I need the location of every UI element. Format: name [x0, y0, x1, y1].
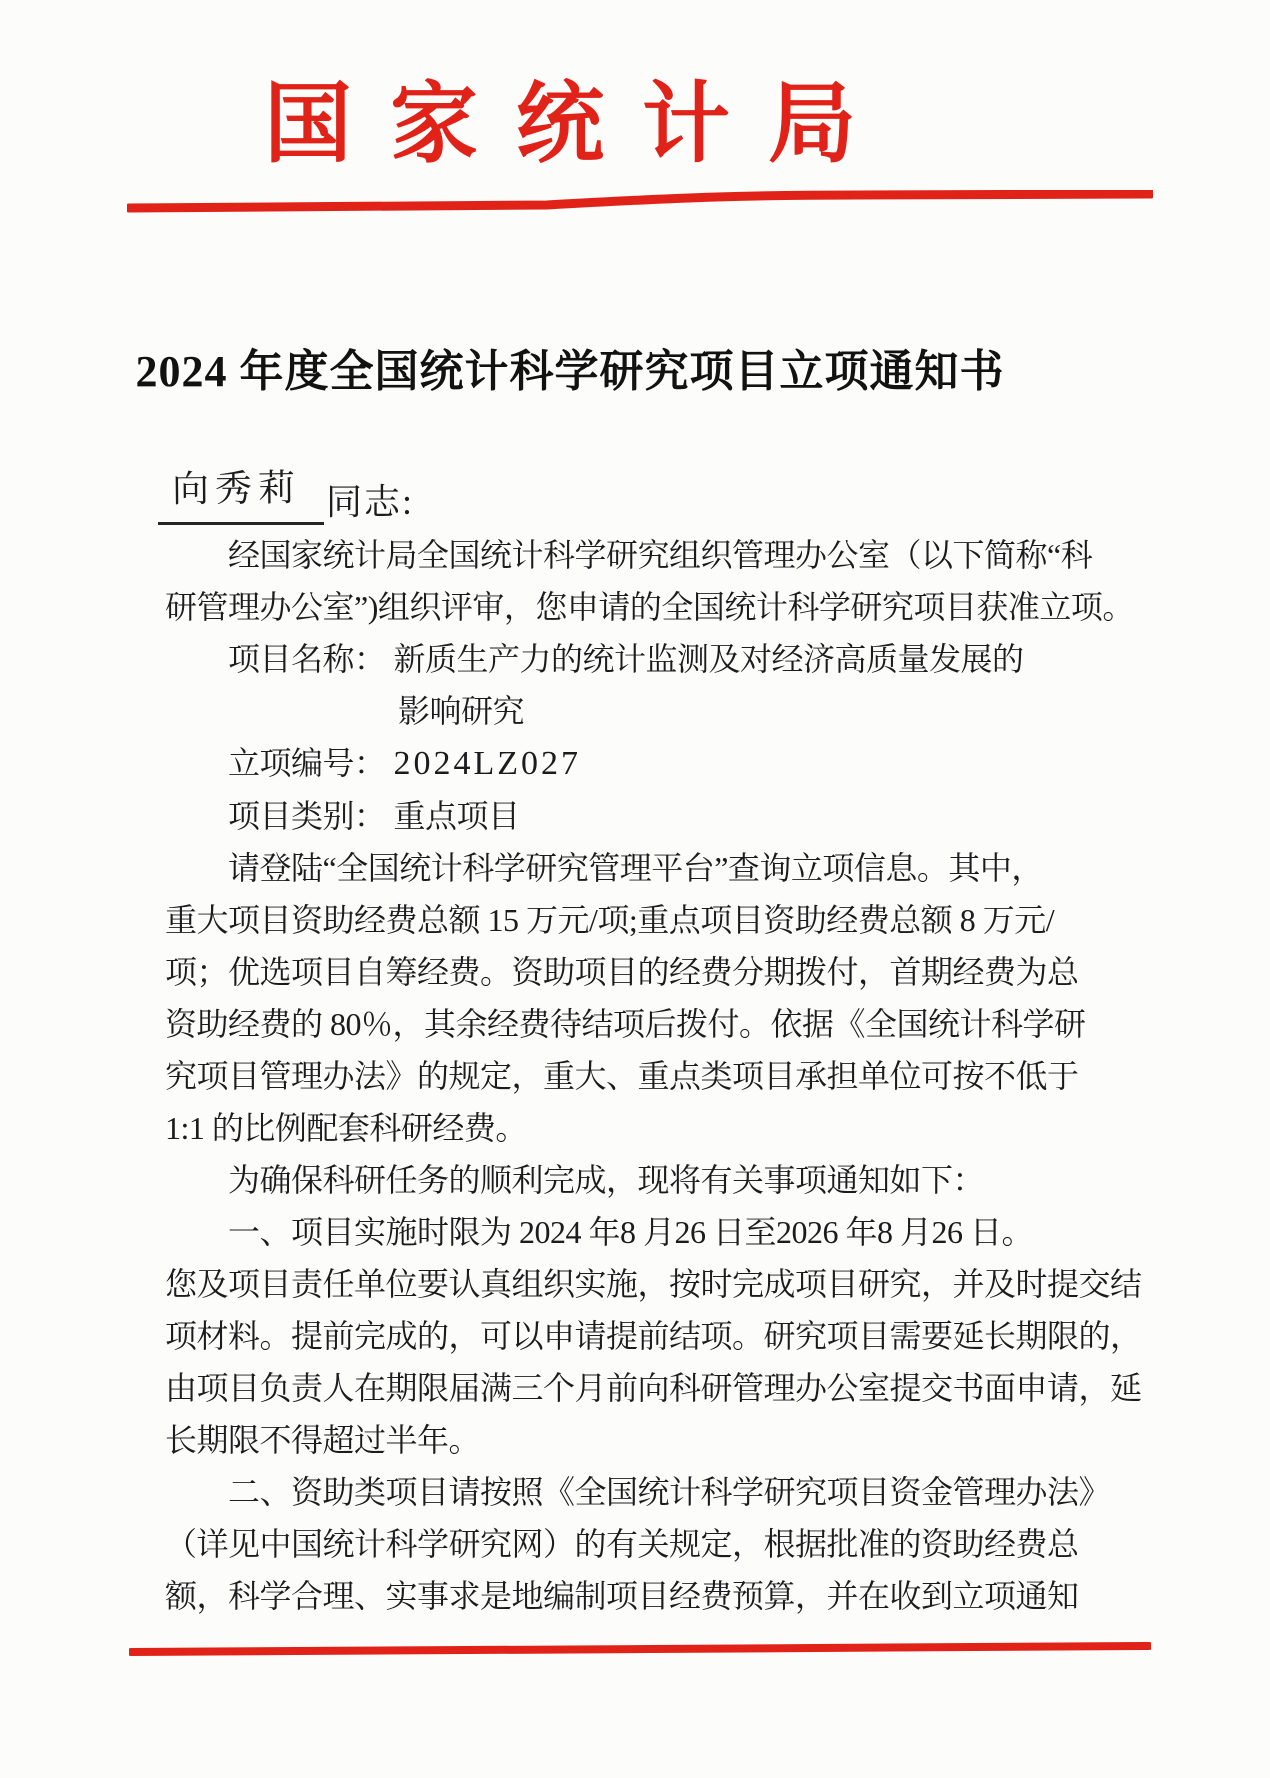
- body-line: [165, 1258, 1175, 1310]
- line-text: 重大项目资助经费总额 15 万元/项;重点项目资助经费总额 8 万元/: [165, 902, 1055, 938]
- line-text: 二、资助类项目请按照《全国统计科学研究项目资金管理办法》: [228, 1474, 1111, 1510]
- line-text: 请登陆“全国统计科学研究管理平台”查询立项信息。其中，: [228, 850, 1043, 886]
- recipient-name-underline: [158, 458, 324, 525]
- field-line: [165, 633, 1175, 685]
- body-line: [165, 946, 1175, 998]
- letterhead: [0, 78, 1214, 175]
- line-text: 长期限不得超过半年。: [165, 1422, 481, 1458]
- document-body: [165, 529, 1175, 1622]
- recipient-name: 向秀莉: [171, 468, 302, 511]
- salutation: [158, 458, 414, 525]
- salutation-suffix: 同志:: [326, 482, 415, 522]
- body-line: [165, 1414, 1175, 1466]
- line-text: （详见中国统计科学研究网）的有关规定，根据批准的资助经费总: [165, 1526, 1079, 1562]
- line-text: 由项目负责人在期限届满三个月前向科研管理办公室提交书面申请，延: [165, 1370, 1142, 1406]
- red-divider-bottom: [129, 1642, 1151, 1656]
- body-line: [165, 1206, 1175, 1258]
- body-line: [165, 842, 1175, 894]
- field-label: 项目名称：: [228, 641, 386, 677]
- line-text: 影响研究: [398, 693, 525, 729]
- body-line: [165, 1310, 1175, 1362]
- field-label: 立项编号：: [228, 745, 386, 781]
- body-line: [165, 1050, 1175, 1102]
- body-line: [165, 685, 1175, 737]
- body-line: [165, 1570, 1175, 1622]
- field-line: [165, 737, 1175, 790]
- field-value: 重点项目: [393, 798, 520, 834]
- field-value: 新质生产力的统计监测及对经济高质量发展的: [393, 641, 1024, 677]
- field-line: [165, 790, 1175, 842]
- line-text: 资助经费的 80％，其余经费待结项后拨付。依据《全国统计科学研: [165, 1006, 1086, 1042]
- field-label: 项目类别：: [228, 798, 386, 834]
- body-line: [165, 894, 1175, 946]
- body-line: [165, 1518, 1175, 1570]
- line-text: 研管理办公室”)组织评审，您申请的全国统计科学研究项目获准立项。: [165, 589, 1134, 625]
- body-line: [165, 1362, 1175, 1414]
- agency-name: 国家统计局: [263, 77, 894, 174]
- line-text: 额，科学合理、实事求是地编制项目经费预算，并在收到立项通知: [165, 1578, 1079, 1614]
- body-line: [165, 1102, 1175, 1154]
- field-value: 2024LZ027: [393, 745, 582, 782]
- body-line: [165, 998, 1175, 1050]
- line-text: 项；优选项目自筹经费。资助项目的经费分期拨付，首期经费为总: [165, 954, 1079, 990]
- body-line: [165, 581, 1175, 633]
- notice-title: 2024 年度全国统计科学研究项目立项通知书: [135, 347, 1005, 396]
- body-line: [165, 1154, 1175, 1206]
- line-text: 究项目管理办法》的规定，重大、重点类项目承担单位可按不低于: [165, 1058, 1079, 1094]
- line-text: 为确保科研任务的顺利完成，现将有关事项通知如下：: [228, 1162, 985, 1198]
- line-text: 经国家统计局全国统计科学研究组织管理办公室（以下简称“科: [228, 537, 1093, 573]
- body-line: [165, 529, 1175, 581]
- line-text: 1:1 的比例配套科研经费。: [165, 1110, 527, 1146]
- body-line: [165, 1466, 1175, 1518]
- line-text: 项材料。提前完成的，可以申请提前结项。研究项目需要延长期限的，: [165, 1318, 1142, 1354]
- line-text: 一、项目实施时限为 2024 年8 月26 日至2026 年8 月26 日。: [228, 1214, 1034, 1250]
- red-divider-top: [127, 190, 1153, 214]
- line-text: 您及项目责任单位要认真组织实施，按时完成项目研究，并及时提交结: [165, 1266, 1142, 1302]
